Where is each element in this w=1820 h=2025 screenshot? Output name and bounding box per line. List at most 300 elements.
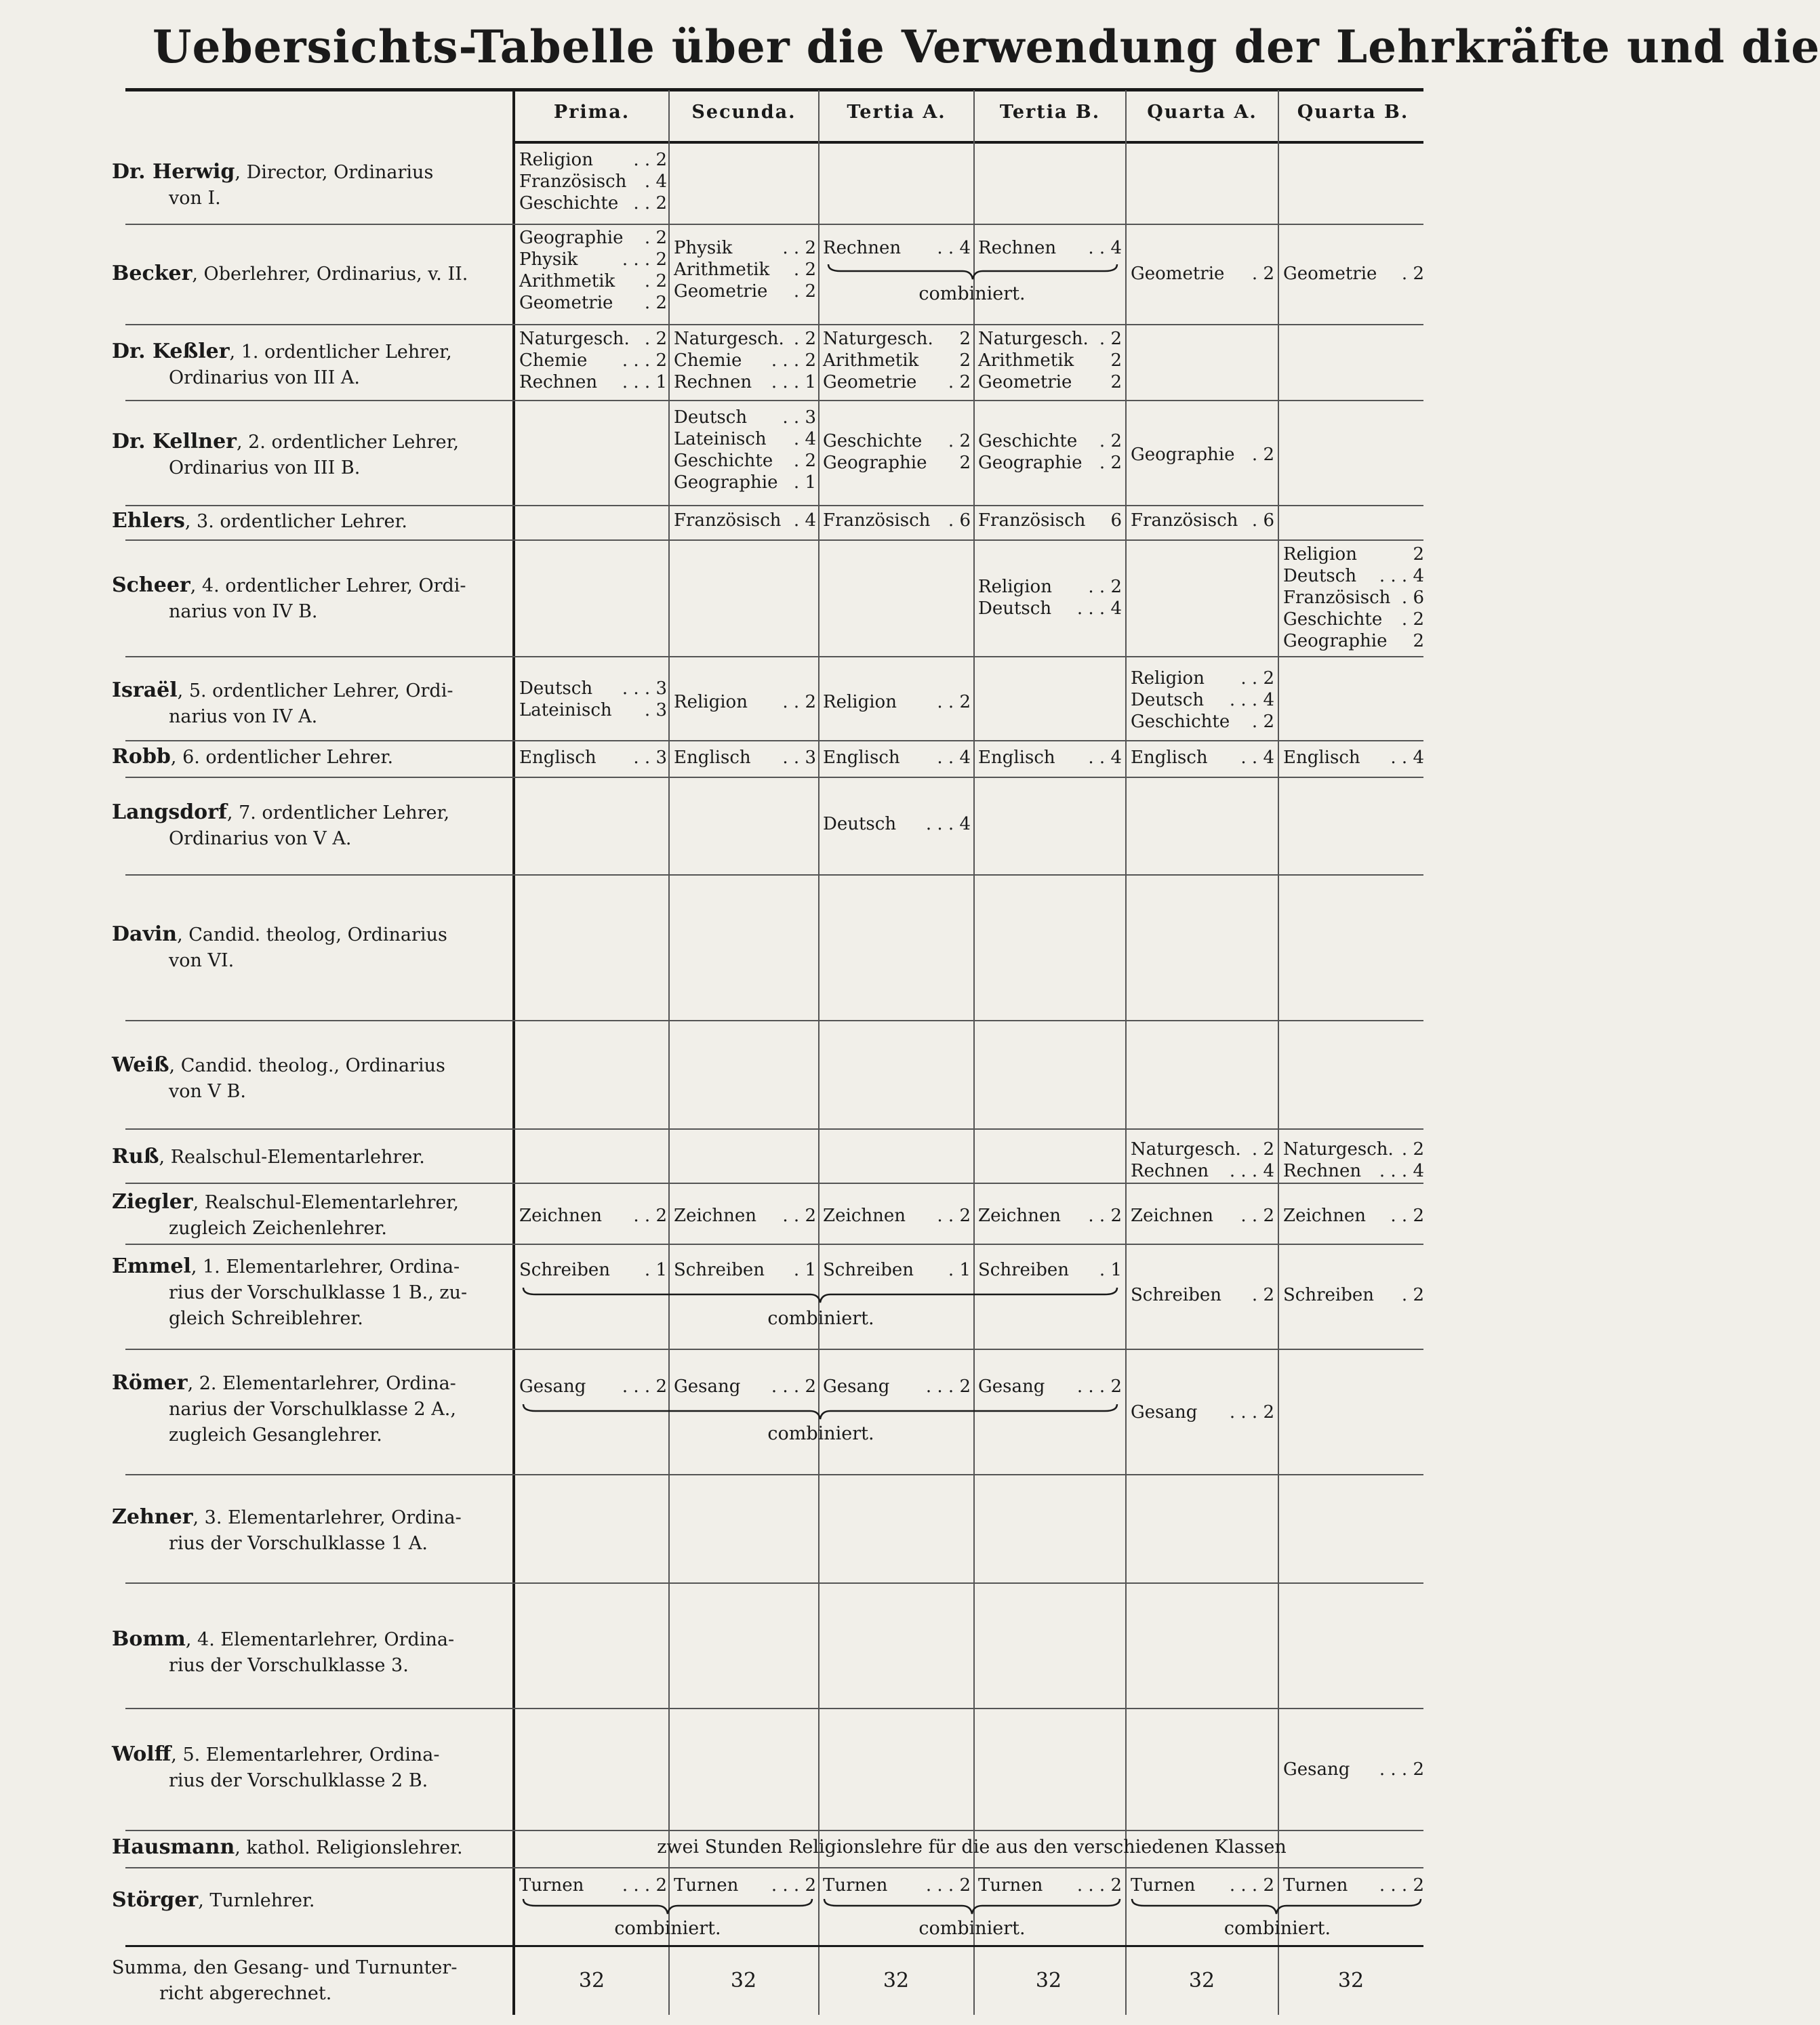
subject-name: Geometrie — [1131, 264, 1225, 284]
sum-tertia-b: 32 — [1035, 1969, 1062, 1992]
subject-entry — [674, 450, 816, 472]
subject-entry — [978, 1376, 1122, 1397]
subject-name: Chemie — [674, 350, 742, 371]
label-column-rule — [512, 90, 515, 2015]
combiniert-roemer: combiniert. — [767, 1423, 874, 1444]
teacher-name: Hausmann — [112, 1835, 235, 1859]
subject-name: Religion — [674, 692, 748, 712]
teacher-role-2: rius der Vorschulklasse 2 B. — [169, 1770, 428, 1791]
subject-entry — [823, 813, 971, 835]
subject-entry — [674, 747, 816, 769]
subject-entry — [1283, 1139, 1424, 1160]
subject-hours: . 6 — [1401, 588, 1424, 608]
subject-entry — [674, 428, 816, 450]
cell-becker-quarta-b — [1283, 263, 1424, 285]
subject-name: Religion — [823, 692, 897, 712]
row-rule — [125, 400, 1423, 401]
subject-name: Physik — [519, 249, 578, 270]
brace-stoerger-1 — [522, 1898, 813, 1915]
teacher-role-3: zugleich Gesanglehrer. — [169, 1425, 382, 1446]
subject-hours: . 2 — [1401, 1285, 1424, 1305]
page-title: Uebersichts-Tabelle über die Verwendung der Lehrkräfte und die — [153, 20, 1820, 73]
subject-entry — [978, 1875, 1122, 1896]
subject-name: Turnen — [1131, 1875, 1196, 1896]
subject-name: Zeichnen — [674, 1206, 756, 1226]
cell-robb-prima — [519, 747, 667, 769]
subject-name: Lateinisch — [674, 429, 767, 449]
sum-tertia-a: 32 — [883, 1969, 910, 1992]
hausmann-text: zwei Stunden Religionslehre für die aus den verschiedenen Klassen — [657, 1837, 1287, 1858]
subject-hours: . . 2 — [937, 1206, 971, 1226]
subject-hours: . . . 2 — [1379, 1759, 1424, 1780]
subject-name: Deutsch — [1283, 566, 1357, 586]
header-quarta-a: Quarta A. — [1147, 102, 1257, 123]
subject-name: Geschichte — [519, 193, 619, 213]
subject-hours: . 1 — [793, 472, 816, 493]
teacher-role-2: von I. — [169, 188, 221, 209]
subject-hours: 6 — [1110, 510, 1122, 531]
subject-hours: . . 2 — [1390, 1206, 1424, 1226]
subject-hours: . . 4 — [1390, 748, 1424, 768]
teacher-role-3: gleich Schreiblehrer. — [169, 1308, 363, 1329]
subject-name: Geographie — [519, 228, 624, 248]
teacher-roemer — [112, 1370, 505, 1448]
subject-entry — [519, 227, 667, 249]
cell-emmel-secunda — [674, 1259, 816, 1281]
subject-name: Deutsch — [519, 678, 593, 699]
subject-name: Rechnen — [978, 238, 1057, 258]
cell-stoerger-tertia-b — [978, 1875, 1122, 1896]
subject-entry — [978, 747, 1122, 769]
teacher-kellner — [112, 429, 505, 481]
teacher-stoerger — [112, 1887, 505, 1914]
subject-hours: 2 — [1110, 350, 1122, 371]
subject-hours: . . . 4 — [1379, 566, 1424, 586]
subject-entry — [978, 1205, 1122, 1227]
subject-entry — [978, 452, 1122, 474]
cell-becker-secunda — [674, 237, 816, 302]
subject-name: Physik — [674, 238, 733, 258]
teacher-israel — [112, 678, 505, 730]
subject-entry — [1131, 1205, 1274, 1227]
subject-hours: . . 2 — [633, 193, 667, 213]
subject-entry — [823, 452, 971, 474]
col-rule-5 — [1278, 90, 1279, 2015]
subject-name: Rechnen — [823, 238, 902, 258]
row-rule — [125, 324, 1423, 325]
teacher-name: Bomm — [112, 1627, 186, 1651]
subject-hours: . . 4 — [1088, 748, 1122, 768]
subject-entry — [519, 171, 667, 192]
subject-name: Französisch — [519, 171, 627, 192]
subject-hours: . 2 — [1251, 445, 1274, 465]
subject-name: Geometrie — [519, 293, 613, 313]
cell-ziegler-tertia-a — [823, 1205, 971, 1227]
subject-hours: . 2 — [644, 329, 667, 349]
cell-kessler-tertia-a — [823, 328, 971, 393]
row-rule — [125, 1244, 1423, 1245]
teacher-name: Israël — [112, 678, 178, 702]
subject-hours: . 2 — [948, 372, 971, 392]
subject-hours: 2 — [959, 350, 971, 371]
sum-quarta-b: 32 — [1337, 1969, 1364, 1992]
subject-entry — [1283, 544, 1424, 565]
brace-emmel — [522, 1286, 1118, 1304]
subject-hours: . 2 — [1099, 329, 1122, 349]
subject-entry — [978, 430, 1122, 452]
subject-hours: . . 3 — [782, 407, 816, 428]
cell-israel-secunda — [674, 691, 816, 713]
summa-label-1: Summa, den Gesang- und Turnunter- — [112, 1957, 458, 1978]
cell-stoerger-quarta-b — [1283, 1875, 1424, 1896]
teacher-role-2: Ordinarius von III A. — [169, 367, 360, 388]
subject-name: Französisch — [978, 510, 1086, 531]
subject-hours: . 2 — [1251, 1285, 1274, 1305]
subject-name: Naturgesch. — [978, 329, 1089, 349]
subject-entry — [519, 1376, 667, 1397]
subject-entry — [519, 249, 667, 270]
cell-roemer-tertia-b — [978, 1376, 1122, 1397]
row-rule — [125, 656, 1423, 657]
subject-hours: . . 4 — [1240, 748, 1274, 768]
brace-stoerger-3 — [1131, 1898, 1422, 1915]
subject-name: Deutsch — [1131, 690, 1205, 710]
subject-hours: . . 2 — [782, 238, 816, 258]
subject-entry — [823, 1875, 971, 1896]
subject-name: Englisch — [1131, 748, 1208, 768]
cell-kessler-secunda — [674, 328, 816, 393]
col-rule-4 — [1125, 90, 1127, 2015]
combiniert-stoerger-2: combiniert. — [918, 1918, 1026, 1939]
subject-entry — [1283, 1160, 1424, 1182]
cell-ehlers-tertia-a — [823, 510, 971, 531]
subject-hours: . 4 — [644, 171, 667, 192]
subject-hours: . . . 2 — [1076, 1875, 1122, 1896]
teacher-role: , Candid. theolog, Ordinarius — [177, 924, 447, 945]
subject-name: Englisch — [823, 748, 900, 768]
subject-hours: . 2 — [1401, 1139, 1424, 1160]
subject-hours: . 2 — [793, 260, 816, 280]
cell-stoerger-secunda — [674, 1875, 816, 1896]
subject-name: Geographie — [823, 453, 927, 473]
teacher-name: Robb — [112, 745, 171, 769]
subject-entry — [519, 678, 667, 699]
subject-entry — [674, 691, 816, 713]
subject-entry — [1283, 1284, 1424, 1306]
cell-ziegler-quarta-a — [1131, 1205, 1274, 1227]
teacher-role: , 4. Elementarlehrer, Ordina- — [185, 1629, 455, 1650]
subject-hours: . . . 2 — [925, 1376, 971, 1397]
subject-entry — [674, 472, 816, 493]
subject-hours: 2 — [959, 453, 971, 473]
row-rule — [125, 1020, 1423, 1021]
subject-hours: . 2 — [1251, 1139, 1274, 1160]
subject-hours: . 2 — [948, 431, 971, 451]
cell-ziegler-prima — [519, 1205, 667, 1227]
subject-hours: . . 2 — [633, 1206, 667, 1226]
subject-hours: . 6 — [948, 510, 971, 531]
teacher-name: Ruß — [112, 1145, 159, 1168]
subject-name: Zeichnen — [1283, 1206, 1366, 1226]
cell-stoerger-prima — [519, 1875, 667, 1896]
subject-hours: . . 2 — [1088, 1206, 1122, 1226]
subject-entry — [823, 510, 971, 531]
cell-israel-quarta-a — [1131, 668, 1274, 733]
subject-entry — [1283, 565, 1424, 587]
header-tertia-a: Tertia A. — [847, 102, 946, 123]
cell-roemer-quarta-a — [1131, 1402, 1274, 1423]
cell-russ-quarta-b — [1283, 1139, 1424, 1182]
header-prima: Prima. — [553, 102, 630, 123]
subject-entry — [674, 281, 816, 302]
subject-name: Geschichte — [1131, 712, 1230, 732]
subject-entry — [1131, 1284, 1274, 1306]
row-rule — [125, 1867, 1423, 1868]
subject-hours: . 2 — [793, 281, 816, 302]
teacher-role-2: von V B. — [169, 1081, 246, 1102]
teacher-becker — [112, 261, 505, 287]
cell-roemer-secunda — [674, 1376, 816, 1397]
row-rule — [125, 1830, 1423, 1831]
subject-entry — [519, 1205, 667, 1227]
subject-hours: . . . 1 — [771, 372, 816, 392]
subject-hours: . 2 — [1099, 431, 1122, 451]
subject-name: Naturgesch. — [1131, 1139, 1241, 1160]
subject-entry — [978, 237, 1122, 259]
teacher-name: Wolff — [112, 1742, 171, 1766]
cell-robb-quarta-b — [1283, 747, 1424, 769]
subject-name: Rechnen — [1283, 1161, 1362, 1181]
cell-wolff-quarta-b — [1283, 1759, 1424, 1780]
subject-hours: . . . 2 — [925, 1875, 971, 1896]
teacher-role-2: rius der Vorschulklasse 3. — [169, 1655, 409, 1676]
subject-name: Naturgesch. — [674, 329, 784, 349]
subject-hours: . . 3 — [782, 748, 816, 768]
subject-hours: . 2 — [1401, 264, 1424, 284]
subject-hours: . . . 2 — [1229, 1875, 1274, 1896]
subject-entry — [519, 371, 667, 393]
subject-entry — [1131, 747, 1274, 769]
cell-ziegler-quarta-b — [1283, 1205, 1424, 1227]
subject-name: Religion — [978, 577, 1052, 597]
subject-hours: . . . 4 — [1229, 690, 1274, 710]
row-rule — [125, 1183, 1423, 1184]
teacher-role: , 2. Elementarlehrer, Ordina- — [187, 1373, 456, 1394]
subject-entry — [674, 350, 816, 371]
subject-name: Geographie — [1283, 631, 1388, 651]
subject-name: Englisch — [978, 748, 1055, 768]
teacher-role-2: zugleich Zeichenlehrer. — [169, 1218, 387, 1239]
subject-entry — [1131, 444, 1274, 466]
cell-stoerger-quarta-a — [1131, 1875, 1274, 1896]
subject-entry — [519, 1259, 667, 1281]
teacher-role: , 3. Elementarlehrer, Ordina- — [193, 1507, 462, 1528]
teacher-role: , Realschul-Elementarlehrer, — [193, 1192, 459, 1213]
teacher-role-2: narius von IV B. — [169, 601, 318, 622]
subject-entry — [823, 1205, 971, 1227]
header-secunda: Secunda. — [691, 102, 796, 123]
sum-quarta-a: 32 — [1188, 1969, 1215, 1992]
subject-name: Geschichte — [823, 431, 923, 451]
row-rule — [125, 505, 1423, 506]
subject-entry — [519, 149, 667, 171]
teacher-role: , 2. ordentlicher Lehrer, — [236, 432, 460, 453]
subject-entry — [978, 328, 1122, 350]
subject-name: Geschichte — [978, 431, 1078, 451]
subject-name: Naturgesch. — [1283, 1139, 1394, 1160]
subject-entry — [1131, 1875, 1274, 1896]
cell-kessler-prima — [519, 328, 667, 393]
subject-hours: . . . 2 — [771, 350, 816, 371]
teacher-role: , kathol. Religionslehrer. — [235, 1837, 463, 1858]
subject-name: Schreiben — [674, 1260, 765, 1280]
subject-entry — [823, 371, 971, 393]
teacher-davin — [112, 922, 505, 974]
row-rule — [125, 777, 1423, 778]
subject-hours: . . . 2 — [622, 350, 667, 371]
teacher-name: Scheer — [112, 573, 190, 597]
teacher-role: , 5. Elementarlehrer, Ordina- — [171, 1744, 440, 1765]
subject-name: Gesang — [1131, 1402, 1198, 1423]
cell-becker-prima — [519, 227, 667, 314]
subject-hours: . 2 — [793, 329, 816, 349]
cell-becker-tertia-a — [823, 237, 971, 259]
teacher-langsdorf — [112, 800, 505, 852]
subject-entry — [978, 576, 1122, 598]
subject-entry — [1283, 587, 1424, 609]
subject-hours: . . . 2 — [1379, 1875, 1424, 1896]
subject-entry — [823, 237, 971, 259]
subject-name: Deutsch — [823, 814, 897, 834]
subject-hours: . . . 4 — [1076, 598, 1122, 619]
subject-entry — [1283, 747, 1424, 769]
cell-emmel-tertia-a — [823, 1259, 971, 1281]
teacher-role-2: Ordinarius von III B. — [169, 457, 361, 478]
cell-stoerger-tertia-a — [823, 1875, 971, 1896]
subject-hours: . . 4 — [1088, 238, 1122, 258]
subject-hours: . . . 2 — [1229, 1402, 1274, 1423]
teacher-robb — [112, 744, 505, 771]
subject-name: Geometrie — [674, 281, 768, 302]
teacher-role: , Turnlehrer. — [198, 1890, 315, 1911]
subject-entry — [978, 510, 1122, 531]
subject-name: Turnen — [519, 1875, 584, 1896]
row-rule — [125, 1128, 1423, 1130]
row-rule — [125, 539, 1423, 541]
subject-entry — [1283, 630, 1424, 652]
combiniert-becker: combiniert. — [918, 283, 1026, 304]
subject-hours: . 2 — [1251, 264, 1274, 284]
teacher-weiss — [112, 1052, 505, 1105]
subject-name: Turnen — [978, 1875, 1043, 1896]
subject-entry — [978, 1259, 1122, 1281]
subject-hours: . . . 3 — [622, 678, 667, 699]
teacher-role-2: von VI. — [169, 950, 235, 971]
subject-hours: . 1 — [644, 1260, 667, 1280]
subject-hours: . . 2 — [1088, 577, 1122, 597]
subject-entry — [1131, 711, 1274, 733]
subject-hours: . 2 — [644, 271, 667, 291]
cell-israel-prima — [519, 678, 667, 721]
subject-entry — [823, 430, 971, 452]
subject-entry — [674, 237, 816, 259]
subject-name: Religion — [519, 150, 593, 170]
cell-becker-tertia-b — [978, 237, 1122, 259]
subject-hours: . 6 — [1251, 510, 1274, 531]
subject-hours: . . 2 — [1240, 1206, 1274, 1226]
teacher-name: Weiß — [112, 1053, 169, 1077]
subject-entry — [1131, 1160, 1274, 1182]
subject-entry — [519, 1875, 667, 1896]
subject-hours: . . . 1 — [622, 372, 667, 392]
subject-name: Französisch — [674, 510, 782, 531]
subject-hours: . 2 — [1401, 609, 1424, 630]
teacher-role: , Director, Ordinarius — [235, 162, 434, 183]
teacher-role: , 6. ordentlicher Lehrer. — [170, 747, 394, 768]
subject-entry — [674, 371, 816, 393]
subject-entry — [674, 328, 816, 350]
subject-hours: . 2 — [793, 451, 816, 471]
subject-name: Englisch — [519, 748, 596, 768]
summa-label — [112, 1955, 505, 2007]
subject-entry — [1131, 1402, 1274, 1423]
cell-scheer-tertia-b — [978, 576, 1122, 619]
cell-ehlers-quarta-a — [1131, 510, 1274, 531]
subject-entry — [519, 292, 667, 314]
col-rule-1 — [668, 90, 670, 2015]
row-rule — [125, 224, 1423, 225]
subject-hours: 2 — [1110, 372, 1122, 392]
subject-entry — [1131, 668, 1274, 689]
subject-name: Zeichnen — [823, 1206, 906, 1226]
subject-hours: . . 2 — [782, 1206, 816, 1226]
cell-kellner-tertia-a — [823, 430, 971, 474]
combiniert-emmel: combiniert. — [767, 1308, 874, 1329]
subject-name: Geschichte — [674, 451, 773, 471]
subject-hours: . 2 — [644, 228, 667, 248]
subject-hours: . . . 2 — [622, 1376, 667, 1397]
teacher-name: Römer — [112, 1371, 188, 1395]
subject-name: Geographie — [978, 453, 1083, 473]
teacher-role: , Candid. theolog., Ordinarius — [169, 1055, 445, 1076]
teacher-role-2: rius der Vorschulklasse 1 A. — [169, 1533, 428, 1554]
teacher-name: Störger — [112, 1888, 199, 1912]
subject-hours: . . 2 — [937, 692, 971, 712]
subject-entry — [1283, 1875, 1424, 1896]
subject-name: Deutsch — [978, 598, 1052, 619]
cell-kellner-secunda — [674, 407, 816, 493]
teacher-role-2: narius von IV A. — [169, 706, 318, 727]
cell-roemer-tertia-a — [823, 1376, 971, 1397]
subject-entry — [1131, 510, 1274, 531]
subject-hours: . . . 4 — [1229, 1161, 1274, 1181]
subject-name: Schreiben — [1283, 1285, 1375, 1305]
subject-hours: . 1 — [1099, 1260, 1122, 1280]
subject-hours: . . 2 — [1240, 668, 1274, 689]
subject-entry — [674, 1259, 816, 1281]
row-rule — [125, 1349, 1423, 1350]
cell-herwig-prima — [519, 149, 667, 214]
header-quarta-b: Quarta B. — [1297, 102, 1409, 123]
subject-name: Geschichte — [1283, 609, 1383, 630]
subject-hours: . . 2 — [782, 692, 816, 712]
cell-scheer-quarta-b — [1283, 544, 1424, 652]
subject-hours: . . 3 — [633, 748, 667, 768]
teacher-name: Zehner — [112, 1505, 193, 1529]
subject-hours: 2 — [1413, 631, 1424, 651]
cell-robb-tertia-a — [823, 747, 971, 769]
subject-name: Religion — [1131, 668, 1205, 689]
